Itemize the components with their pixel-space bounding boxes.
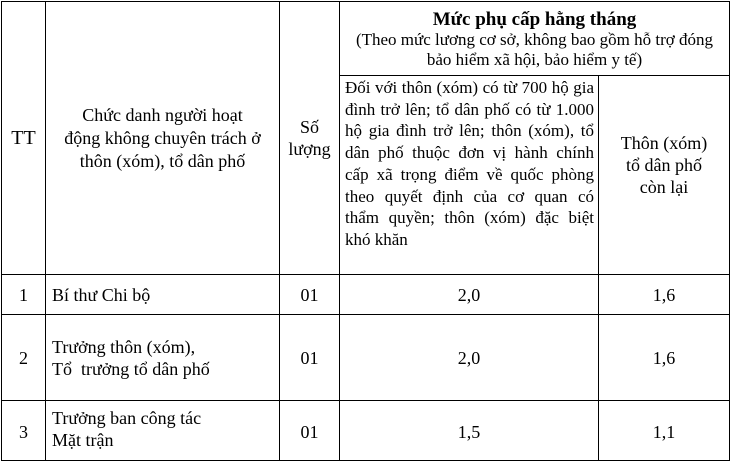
allowance-note: (Theo mức lương cơ sở, không bao gồm hỗ trợ đóng bảo hiểm xã hội, bảo hiểm y tế) bbox=[355, 30, 714, 69]
row-3-remaining: 1,1 bbox=[599, 401, 730, 461]
row-2-title bbox=[46, 315, 280, 401]
row-1-remaining: 1,6 bbox=[599, 275, 730, 315]
row-2-priority: 2,0 bbox=[340, 315, 599, 401]
row-1-qty: 01 bbox=[280, 275, 340, 315]
allowance-table bbox=[1, 1, 730, 461]
allowance-header bbox=[340, 2, 730, 76]
row-3-tt: 3 bbox=[2, 401, 46, 461]
row-2-tt: 2 bbox=[2, 315, 46, 401]
row-2-remaining: 1,6 bbox=[599, 315, 730, 401]
position-title-header: Chức danh người hoạt động không chuyên trách ở thôn (xóm), tổ dân phố bbox=[46, 2, 280, 275]
quantity-header: Số lượng bbox=[280, 2, 340, 275]
row-3-title-line1: Trưởng ban công tác bbox=[52, 408, 202, 428]
row-3-qty: 01 bbox=[280, 401, 340, 461]
priority-column-header: Đối với thôn (xóm) có từ 700 hộ gia đình trở lên; tổ dân phố có từ 1.000 hộ gia đình trở lên; thôn (xóm), tổ dân phố thuộc đơn vị hành chính cấp xã trọng điểm về quốc phòng theo quyết định của cơ quan có thẩm quyền; thôn (xóm) đặc biệt khó khăn bbox=[340, 76, 599, 275]
tt-header: TT bbox=[2, 2, 46, 275]
row-3-title-line2: Mặt trận bbox=[52, 430, 114, 450]
row-2-qty: 01 bbox=[280, 315, 340, 401]
row-3-priority: 1,5 bbox=[340, 401, 599, 461]
row-1-priority: 2,0 bbox=[340, 275, 599, 315]
remaining-column-header: Thôn (xóm) tổ dân phố còn lại bbox=[599, 76, 730, 275]
row-1-tt: 1 bbox=[2, 275, 46, 315]
allowance-title: Mức phụ cấp hằng tháng bbox=[432, 9, 637, 30]
row-2-title-line1: Trưởng thôn (xóm), bbox=[52, 336, 196, 357]
row-2-title-line2: Tổ trưởng tổ dân phố bbox=[52, 358, 210, 379]
row-1-title: Bí thư Chi bộ bbox=[46, 275, 280, 315]
row-3-title bbox=[46, 401, 280, 461]
